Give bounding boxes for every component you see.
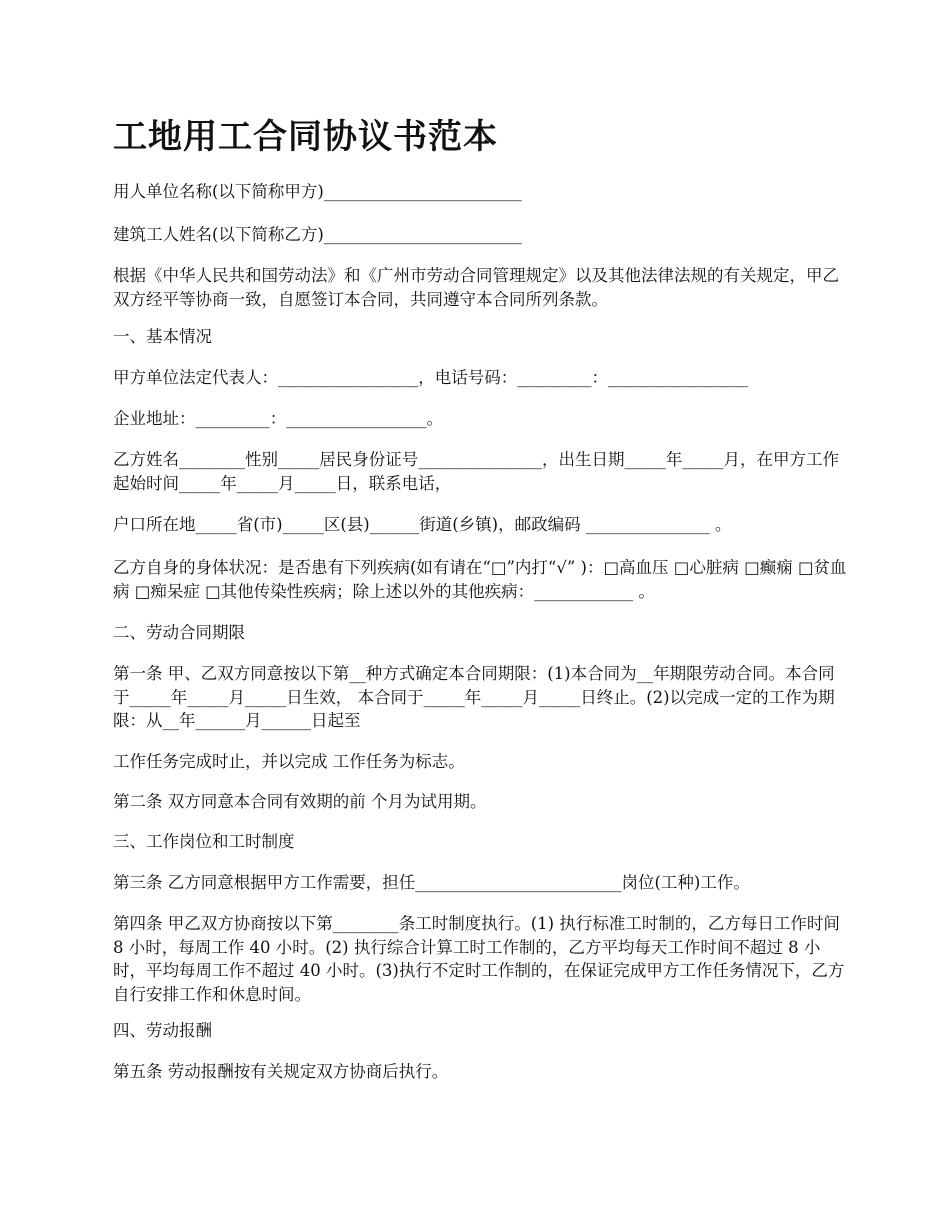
document-title: 工地用工合同协议书范本 bbox=[113, 117, 498, 157]
task-completion-line: 工作任务完成时止，并以完成 工作任务为标志。 bbox=[113, 752, 465, 771]
household-registration-line: 户口所在地_____省(市)_____区(县)______街道(乡镇)，邮政编码 _______________ 。 bbox=[113, 515, 732, 534]
company-address-line: 企业地址：_________：_________________。 bbox=[113, 409, 443, 428]
worker-name-line: 建筑工人姓名(以下简称乙方)________________________ bbox=[113, 225, 522, 244]
section-heading-position-hours: 三、工作岗位和工时制度 bbox=[113, 832, 295, 851]
section-heading-basic-info: 一、基本情况 bbox=[113, 327, 212, 346]
article-4-paragraph: 第四条 甲乙双方协商按以下第________条工时制度执行。(1) 执行标准工时制的，乙方每日工作时间 8 小时，每周工作 40 小时。(2) 执行综合计算工时工作制的，乙方平均每天工作时间不超过 8 小时，平均每周工作不超过 40 小时。(3)执行不定时工作制的，在保证完成甲方工作任务情况下，乙方自行安排工作和休息时间。 bbox=[113, 914, 845, 1004]
preamble-paragraph: 根据《中华人民共和国劳动法》和《广州市劳动合同管理规定》以及其他法律法规的有关规定，甲乙双方经平等协商一致，自愿签订本合同，共同遵守本合同所列条款。 bbox=[113, 266, 839, 309]
worker-info-paragraph: 乙方姓名________性别_____居民身份证号_______________，出生日期_____年_____月，在甲方工作起始时间_____年_____月_____日，联系电话， bbox=[113, 450, 839, 493]
section-heading-contract-term: 二、劳动合同期限 bbox=[113, 623, 245, 642]
article-2-line: 第二条 双方同意本合同有效期的前 个月为试用期。 bbox=[113, 792, 487, 811]
legal-rep-phone-line: 甲方单位法定代表人：_________________，电话号码：_________：_________________ bbox=[113, 368, 749, 387]
section-heading-remuneration: 四、劳动报酬 bbox=[113, 1021, 212, 1040]
article-5-line: 第五条 劳动报酬按有关规定双方协商后执行。 bbox=[113, 1062, 449, 1081]
health-status-paragraph: 乙方自身的身体状况：是否患有下列疾病(如有请在“□”内打“√” )：□高血压 □心脏病 □癫痫 □贫血病 □痴呆症 □其他传染性疾病；除上述以外的其他疾病：____________ 。 bbox=[113, 558, 847, 601]
employer-name-line: 用人单位名称(以下简称甲方)________________________ bbox=[113, 182, 522, 201]
article-1-paragraph: 第一条 甲、乙双方同意按以下第__种方式确定本合同期限：(1)本合同为__年期限劳动合同。本合同于_____年_____月_____日生效， 本合同于_____年_____月_____日终止。(2)以完成一定的工作为期限：从__年______月______日起至 bbox=[113, 664, 835, 730]
article-3-line: 第三条 乙方同意根据甲方工作需要，担任_________________________岗位(工种)工作。 bbox=[113, 873, 750, 892]
